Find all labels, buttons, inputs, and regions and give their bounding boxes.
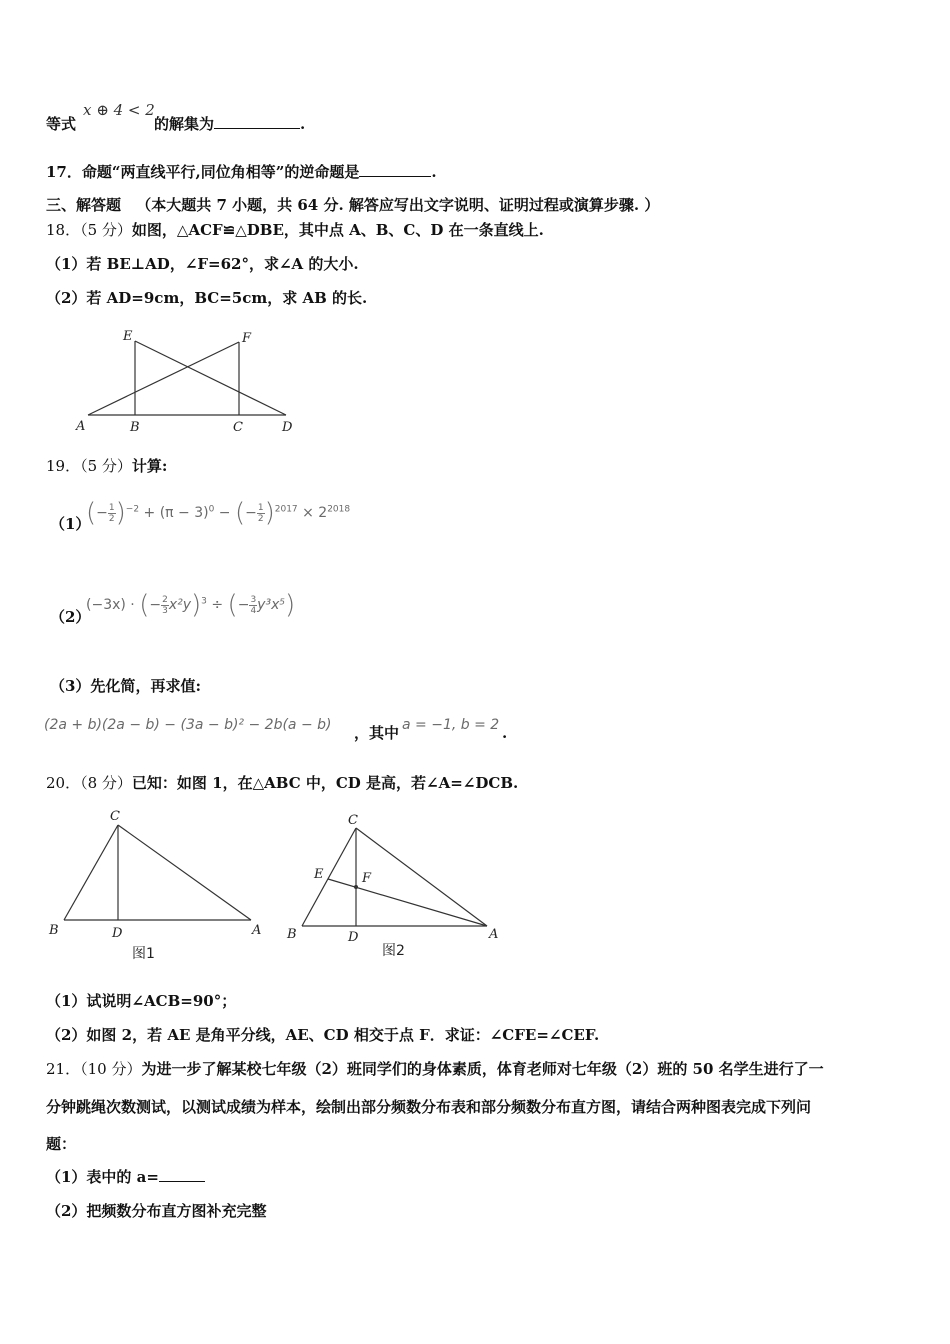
q21-line3: 题： — [46, 1135, 77, 1153]
line-ED — [135, 341, 286, 415]
section3-heading: 三、解答题 （本大题共 7 小题，共 64 分. 解答应写出文字说明、证明过程或演算步骤. ） — [46, 196, 660, 214]
fig2-label-B: B — [287, 927, 297, 942]
q19-part3-end: . — [502, 724, 508, 742]
fig2-label-A: A — [489, 927, 499, 942]
line-EA — [328, 879, 487, 926]
q17-answer-blank[interactable] — [359, 162, 431, 177]
q16-suffix-line: 的解集为 . — [154, 115, 306, 133]
point-F — [354, 885, 358, 889]
q18-part2: （2）若 AD=9cm，BC=5cm，求 AB 的长. — [46, 289, 368, 307]
q19-part1-label: （1） — [50, 515, 91, 533]
fig2-label-C: C — [348, 813, 358, 828]
q21-part1: （1）表中的 a= — [46, 1167, 205, 1187]
q21-line1: 21．（10 分）为进一步了解某校七年级（2）班同学们的身体素质，体育老师对七年级（2）班的 50 名学生进行了一 — [46, 1060, 824, 1078]
q19-stem: 19．（5 分）计算: — [46, 457, 168, 475]
q16-prefix: 等式 — [46, 115, 77, 133]
fig1-label-A: A — [252, 923, 262, 938]
q19-part2-label: （2） — [50, 608, 91, 626]
line-CA — [118, 825, 251, 920]
q19-part3-label: （3）先化简，再求值: — [50, 677, 201, 695]
label-E: E — [123, 329, 133, 344]
line-AF — [88, 342, 239, 415]
fig2-label-F: F — [362, 871, 372, 886]
q16-line — [46, 114, 76, 134]
q20-stem: 20．（8 分）已知：如图 1，在△ABC 中，CD 是高，若∠A=∠DCB. — [46, 774, 519, 792]
fig2-label-E: E — [314, 867, 324, 882]
q19-part3-cond: a = −1, b = 2 — [402, 717, 500, 733]
line-CA2 — [356, 828, 487, 926]
q18-part1: （1）若 BE⊥AD，∠F=62°，求∠A 的大小. — [46, 255, 359, 273]
label-D: D — [282, 420, 293, 435]
q20-part1: （1）试说明∠ACB=90°； — [46, 992, 237, 1010]
q16-answer-blank[interactable] — [214, 114, 300, 129]
label-C: C — [233, 420, 243, 435]
label-A: A — [76, 419, 86, 434]
label-F: F — [242, 331, 252, 346]
q20-figure1 — [44, 803, 274, 963]
label-B: B — [130, 420, 140, 435]
line-BC2 — [302, 828, 356, 926]
q16-expr: x ⊕ 4 < 2 — [83, 101, 155, 119]
line-BC — [64, 825, 118, 920]
q18-stem: 18．（5 分）如图，△ACF≌△DBE，其中点 A、B、C、D 在一条直线上. — [46, 221, 544, 239]
q21-part2: （2）把频数分布直方图补充完整 — [46, 1202, 267, 1220]
q20-part2: （2）如图 2，若 AE 是角平分线，AE、CD 相交于点 F．求证：∠CFE=∠CEF. — [46, 1026, 600, 1044]
fig1-label-B: B — [49, 923, 59, 938]
fig1-label-D: D — [112, 926, 123, 941]
q21-line2: 分钟跳绳次数测试，以测试成绩为样本，绘制出部分频数分布表和部分频数分布直方图，请结合两种图表完成下列问 — [46, 1098, 812, 1116]
fig2-caption: 图2 — [382, 943, 405, 959]
q19-part3-mid: ，其中 — [354, 724, 400, 742]
q19-part1-expr: (− $\frac{1}{2}$ )$^{-2} + (\pi - 3)^0$ − (− $\frac{1}{2}$ )$^{2017} \times 2^{2018}$ — [86, 498, 351, 528]
fig1-label-C: C — [110, 809, 120, 824]
q20-figure2 — [282, 808, 512, 963]
q17-line: 17．命题“两直线平行,同位角相等”的逆命题是 . — [46, 163, 437, 181]
q19-part3-expr: (2a + b)(2a − b) − (3a − b)² − 2b(a − b) — [44, 717, 332, 733]
q19-part2-expr: (−3x) · (− $\frac{2}{3}$ x²y)$^3$ ÷ (− $\frac{3}{4}$ y³x⁵) — [86, 590, 296, 620]
fig2-label-D: D — [348, 930, 359, 945]
q18-figure — [70, 322, 310, 440]
fig1-caption: 图1 — [132, 946, 155, 962]
q21-a-blank[interactable] — [159, 1167, 205, 1182]
